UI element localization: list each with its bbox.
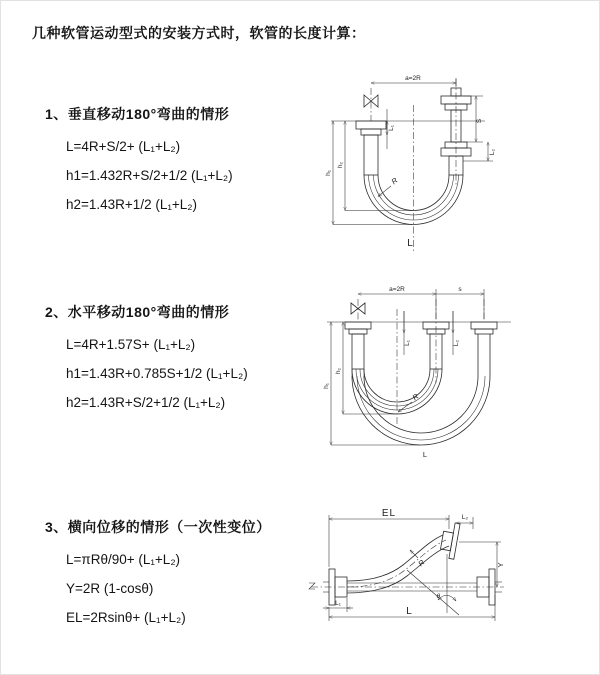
diagram-horizontal-180-bend [313, 281, 600, 473]
formula-line: h1=1.432R+S/2+1/2 (L₁+L₂) [66, 168, 233, 183]
dim-h2 [337, 121, 412, 211]
formula-line: h1=1.43R+0.785S+1/2 (L₁+L₂) [66, 366, 248, 381]
dim-el [329, 508, 449, 567]
dim-l2 [463, 142, 496, 161]
dim-l1 [323, 598, 353, 612]
formula-line: L=4R+S/2+ (L₁+L₂) [66, 139, 181, 154]
formula-line: h2=1.43R+S/2+1/2 (L₁+L₂) [66, 395, 226, 410]
radius-label: R [389, 175, 400, 187]
formula-line: h2=1.43R+1/2 (L₁+L₂) [66, 197, 198, 212]
dim-h1-label: h₁ [325, 170, 332, 176]
dim-l2 [453, 311, 460, 355]
dim-h1 [325, 121, 412, 225]
dim-l2 [456, 514, 473, 529]
length-label: L [422, 450, 428, 459]
hose-braid [352, 334, 364, 369]
centerline-break-mark [309, 583, 315, 589]
formula-line: L=4R+1.57S+ (L₁+L₂) [66, 337, 196, 352]
dim-l1-label: L₁ [404, 340, 411, 346]
diagram-vertical-180-bend [313, 63, 600, 259]
angle-construction [407, 554, 459, 615]
dim-l2-label: L₂ [489, 148, 496, 156]
section-2-heading: 2、水平移动180°弯曲的情形 [45, 304, 230, 320]
dim-h2-label: h₂ [335, 367, 342, 375]
dim-h1-label: h₁ [323, 383, 330, 389]
dim-h2-label: h₂ [337, 161, 344, 169]
dim-length [329, 595, 495, 621]
dim-l2-label: L₂ [453, 339, 460, 347]
hose-braid [364, 135, 378, 175]
formula-line: Y=2R (1-cosθ) [66, 581, 154, 596]
dim-a2r-label: a=2R [405, 75, 421, 82]
hose-s-curve [347, 523, 460, 593]
section-horizontal-180 [45, 302, 248, 417]
radius-label: R [410, 391, 421, 403]
formula-line: L=πRθ/90+ (L₁+L₂) [66, 552, 181, 567]
dim-s [436, 286, 484, 319]
angle-theta-label: θ [436, 593, 440, 600]
dim-s-label: S [476, 118, 483, 124]
dim-y [459, 542, 505, 587]
radius-label: R [416, 557, 427, 569]
section-lateral-displacement [45, 517, 271, 632]
left-pipe-assembly [345, 322, 371, 369]
section-vertical-180 [45, 104, 233, 219]
length-label: L [407, 238, 413, 249]
page-title: 几种软管运动型式的安装方式时，软管的长度计算： [32, 25, 366, 41]
displaced-flange [449, 523, 460, 559]
formula-line: EL=2Rsinθ+ (L₁+L₂) [66, 610, 186, 625]
dim-a2r-label: a=2R [389, 286, 405, 293]
left-pipe-assembly [356, 121, 386, 175]
dim-l1-label: L₁ [388, 125, 395, 131]
dim-l2-label: L₂ [461, 514, 469, 521]
section-1-heading: 1、垂直移动180°弯曲的情形 [45, 106, 230, 122]
dim-s-label: s [458, 286, 462, 293]
section-3-heading: 3、横向位移的情形（一次性变位） [45, 519, 271, 535]
dim-y-label: Y [496, 562, 505, 568]
right-pipe-assembly [471, 322, 497, 376]
dim-l1 [387, 109, 395, 149]
dim-el-label: EL [381, 508, 397, 519]
dim-l1-label: L₁ [335, 600, 341, 607]
radius-callout [378, 175, 400, 196]
length-label: L [406, 606, 412, 617]
dim-l1 [404, 311, 411, 355]
radius-callout [410, 550, 427, 568]
diagram-lateral-displacement [299, 499, 599, 671]
dim-s [463, 96, 483, 142]
dim-a2r [371, 75, 456, 87]
